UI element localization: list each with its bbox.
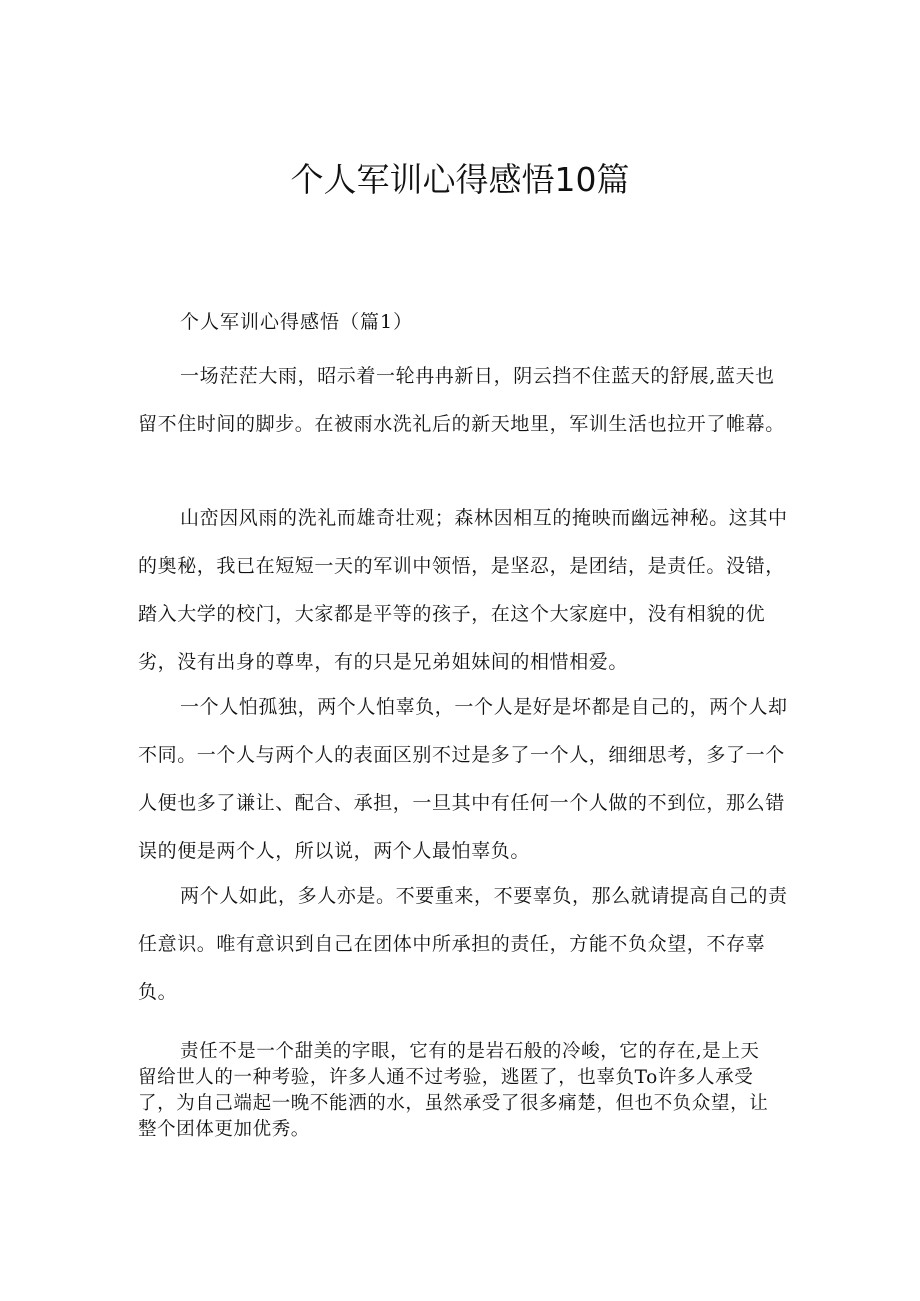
paragraph-3: 一个人怕孤独，两个人怕辜负，一个人是好是坏都是自己的，两个人却不同。一个人与两个人的表面区别不过是多了一个人，细细思考，多了一个人便也多了谦让、配合、承担，一旦其中有任何一个人做的不到位，那么错误的便是两个人，所以说，两个人最怕辜负。: [138, 696, 788, 862]
paragraph-5: 责任不是一个甜美的字眼，它有的是岩石般的冷峻，它的存在,是上天留给世人的一种考验，许多人通不过考验，逃匿了，也辜负To许多人承受了，为自己端起一晚不能洒的水，虽然承受了很多痛楚，但也不负众望，让整个团体更加优秀。: [138, 1041, 769, 1140]
document-title: 个人军训心得感悟10篇: [290, 160, 630, 199]
paragraph-1: 一场茫茫大雨，昭示着一轮冉冉新日，阴云挡不住蓝天的舒展,蓝天也留不住时间的脚步。在被雨水洗礼后的新天地里，军训生活也拉开了帷幕。: [138, 365, 785, 435]
section-heading: 个人军训心得感悟（篇1）: [180, 311, 414, 333]
paragraph-2: 山峦因风雨的洗礼而雄奇壮观；森林因相互的掩映而幽远神秘。这其中的奥秘，我已在短短一天的军训中领悟，是坚忍，是团结，是责任。没错，踏入大学的校门，大家都是平等的孩子，在这个大家庭中，没有相貌的优劣，没有出身的尊卑，有的只是兄弟姐妹间的相惜相爱。: [138, 507, 788, 673]
paragraph-4: 两个人如此，多人亦是。不要重来，不要辜负，那么就请提高自己的责任意识。唯有意识到自己在团体中所承担的责任，方能不负众望，不存辜负。: [138, 885, 788, 1003]
